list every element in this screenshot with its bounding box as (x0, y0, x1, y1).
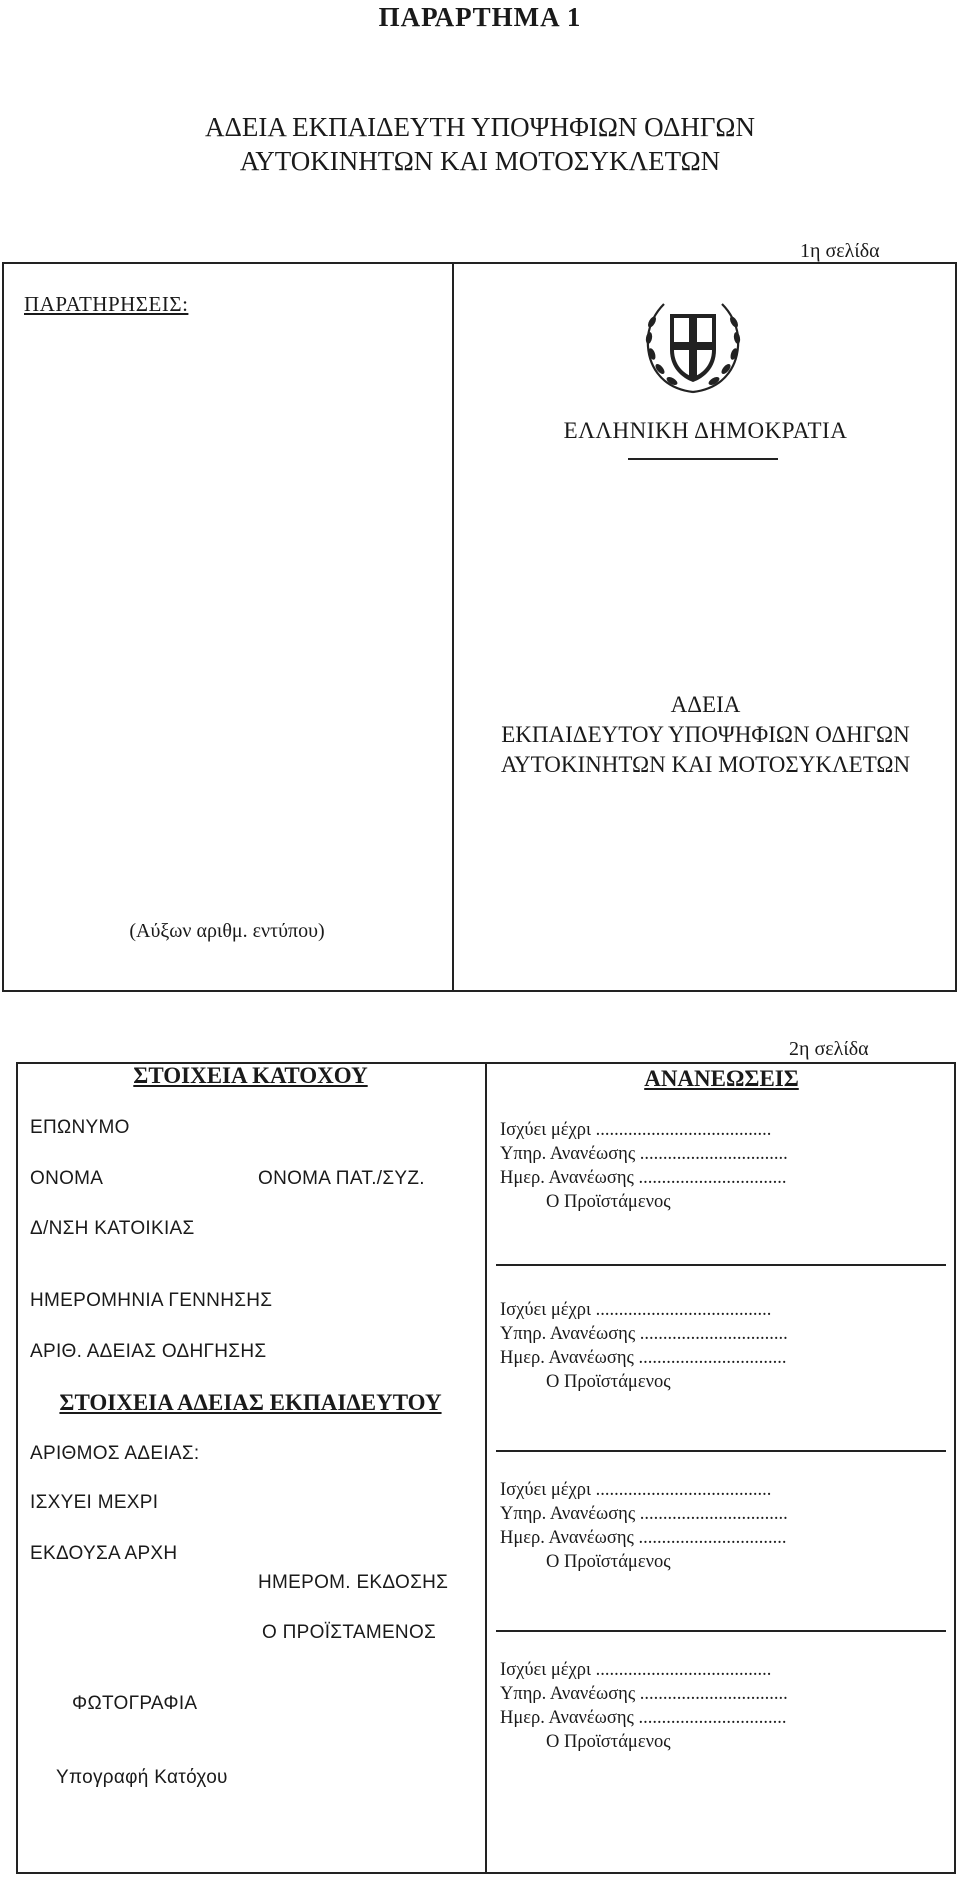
renewal-valid-until: Ισχύει μέχρι ...................................... (500, 1300, 772, 1320)
license-number-label: ΑΡΙΘΜΟΣ ΑΔΕΙΑΣ: (30, 1443, 200, 1464)
renewal-valid-until: Ισχύει μέχρι ...................................... (500, 1480, 772, 1500)
renewal-date: Ημερ. Ανανέωσης ................................ (500, 1348, 787, 1368)
page2-label: 2η σελίδα (789, 1038, 869, 1060)
license-title-line3: ΑΥΤΟΚΙΝΗΤΩΝ ΚΑΙ ΜΟΤΟΣΥΚΛΕΤΩΝ (500, 752, 911, 777)
first-name-label: ΟΝΟΜΑ (30, 1168, 104, 1189)
renewal-service: Υπηρ. Ανανέωσης ................................ (500, 1504, 788, 1524)
republic-underline (628, 458, 778, 460)
page2-divider (485, 1062, 487, 1874)
issuing-authority-label: ΕΚΔΟΥΣΑ ΑΡΧΗ (30, 1543, 178, 1564)
license-document-title (454, 690, 957, 780)
renewal-block (500, 1118, 788, 1214)
renewal-block (500, 1298, 788, 1394)
surname-label: ΕΠΩΝΥΜΟ (30, 1117, 130, 1138)
renewal-date: Ημερ. Ανανέωσης ................................ (500, 1528, 787, 1548)
document-title-line1: ΑΔΕΙΑ ΕΚΠΑΙΔΕΥΤΗ ΥΠΟΨΗΦΙΩΝ ΟΔΗΓΩΝ (205, 112, 755, 142)
driving-license-number-label: ΑΡΙΘ. ΑΔΕΙΑΣ ΟΔΗΓΗΣΗΣ (30, 1341, 267, 1362)
renewal-service: Υπηρ. Ανανέωσης ................................ (500, 1144, 788, 1164)
remarks-label: ΠΑΡΑΤΗΡΗΣΕΙΣ: (24, 292, 189, 316)
renewal-separator (496, 1264, 946, 1266)
page1-label: 1η σελίδα (800, 240, 880, 262)
renewal-head-official: Ο Προϊστάμενος (546, 1552, 671, 1572)
photo-label: ΦΩΤΟΓΡΑΦΙΑ (72, 1693, 198, 1714)
holder-signature-label: Υπογραφή Κατόχου (56, 1767, 228, 1788)
republic-label: ΕΛΛΗΝΙΚΗ ΔΗΜΟΚΡΑΤΙΑ (563, 418, 848, 443)
page1-frame (2, 262, 957, 992)
license-title-line2: ΕΚΠΑΙΔΕΥΤΟΥ ΥΠΟΨΗΦΙΩΝ ΟΔΗΓΩΝ (501, 722, 910, 747)
renewal-service: Υπηρ. Ανανέωσης ................................ (500, 1684, 788, 1704)
renewal-date: Ημερ. Ανανέωσης ................................ (500, 1708, 787, 1728)
instructor-license-heading: ΣΤΟΙΧΕΙΑ ΑΔΕΙΑΣ ΕΚΠΑΙΔΕΥΤΟΥ (59, 1390, 442, 1415)
renewal-date: Ημερ. Ανανέωσης ................................ (500, 1168, 787, 1188)
renewal-block (500, 1658, 788, 1754)
document-title-line2: ΑΥΤΟΚΙΝΗΤΩΝ ΚΑΙ ΜΟΤΟΣΥΚΛΕΤΩΝ (239, 146, 721, 176)
renewal-head-official: Ο Προϊστάμενος (546, 1192, 671, 1212)
renewal-valid-until: Ισχύει μέχρι ...................................... (500, 1120, 772, 1140)
page1-divider (452, 262, 454, 992)
renewal-head-official: Ο Προϊστάμενος (546, 1372, 671, 1392)
renewal-separator (496, 1450, 946, 1452)
address-label: Δ/ΝΣΗ ΚΑΤΟΙΚΙΑΣ (30, 1218, 195, 1239)
renewals-heading: ΑΝΑΝΕΩΣΕΙΣ (644, 1066, 799, 1091)
greek-coat-of-arms-icon (638, 292, 748, 402)
license-title-line1: ΑΔΕΙΑ (670, 692, 741, 717)
serial-number-label: (Αύξων αριθμ. εντύπου) (129, 920, 325, 942)
head-official-label: Ο ΠΡΟΪΣΤΑΜΕΝΟΣ (262, 1622, 437, 1643)
valid-until-label: ΙΣΧΥΕΙ ΜΕΧΡΙ (30, 1492, 159, 1513)
renewal-service: Υπηρ. Ανανέωσης ................................ (500, 1324, 788, 1344)
renewal-valid-until: Ισχύει μέχρι ...................................... (500, 1660, 772, 1680)
holder-data-heading: ΣΤΟΙΧΕΙΑ ΚΑΤΟΧΟΥ (133, 1063, 368, 1088)
document-title (0, 110, 960, 178)
renewal-head-official: Ο Προϊστάμενος (546, 1732, 671, 1752)
issue-date-label: ΗΜΕΡΟΜ. ΕΚΔΟΣΗΣ (258, 1572, 449, 1593)
annex-title: ΠΑΡΑΡΤΗΜΑ 1 (378, 2, 582, 32)
renewal-block (500, 1478, 788, 1574)
birthdate-label: ΗΜΕΡΟΜΗΝΙΑ ΓΕΝΝΗΣΗΣ (30, 1290, 273, 1311)
renewal-separator (496, 1630, 946, 1632)
father-spouse-name-label: ΟΝΟΜΑ ΠΑΤ./ΣΥΖ. (258, 1168, 425, 1189)
